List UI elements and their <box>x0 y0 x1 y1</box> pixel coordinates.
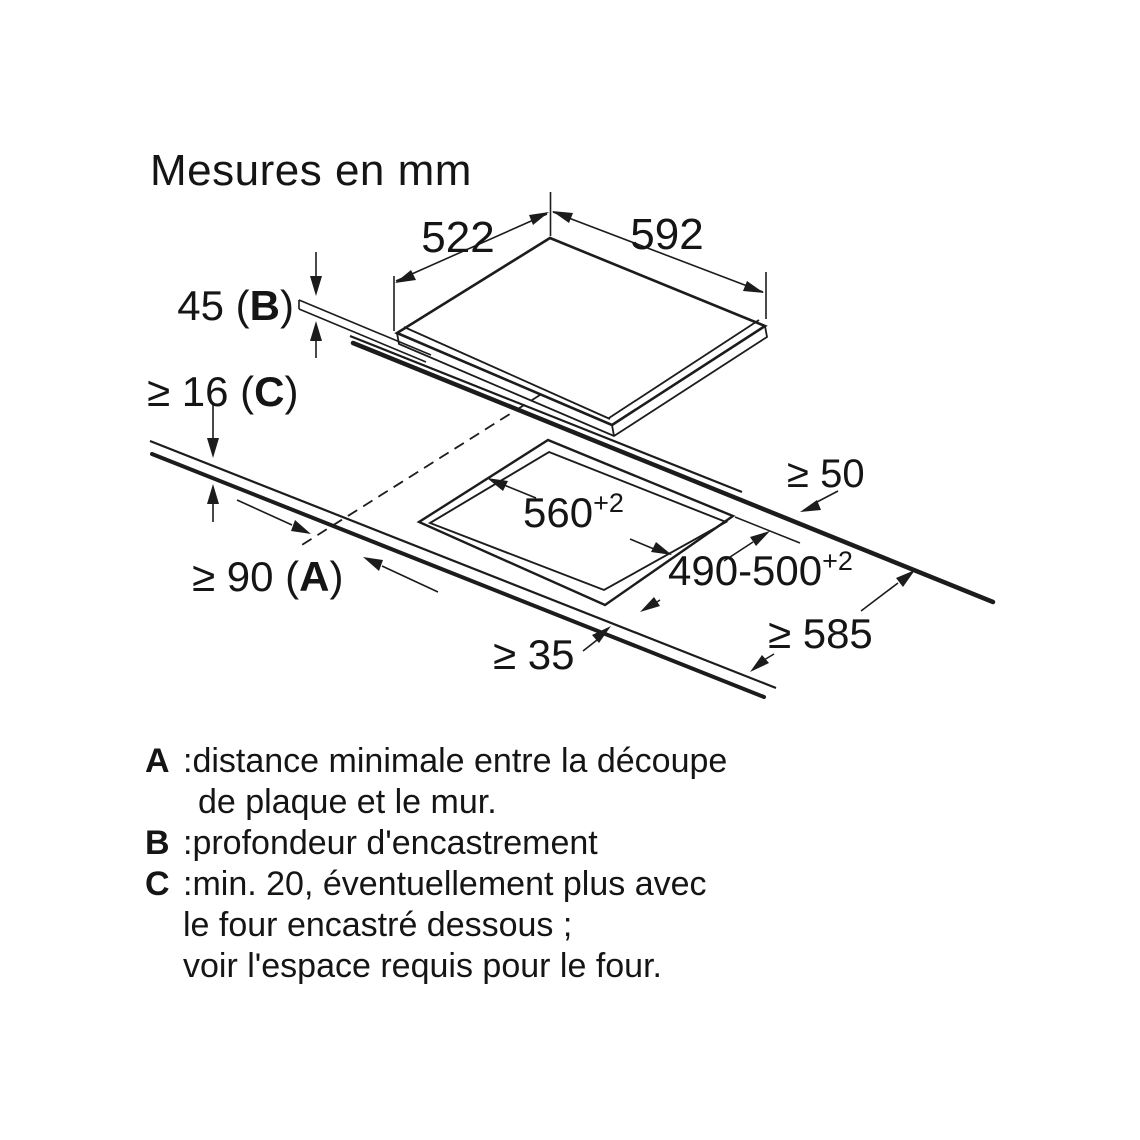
legend-letter-C: C <box>145 865 170 903</box>
dim-490-500-label: $490-500^{+2}$ <box>668 546 853 594</box>
dim-50 <box>787 452 865 512</box>
dim-45B-label: 45 (B) <box>177 282 294 329</box>
legend-text-C-line1: :min. 20, éventuellement plus avec <box>183 865 707 903</box>
legend-item-A <box>145 741 727 823</box>
legend-text-C-line3: voir l'espace requis pour le four. <box>183 947 662 985</box>
projection-dashed-line <box>297 395 540 548</box>
dim-522 <box>394 192 551 331</box>
legend-text-A-line1: :distance minimale entre la découpe <box>183 742 728 780</box>
dim-50-label: ≥ 50 <box>787 452 865 496</box>
hob <box>397 238 767 436</box>
legend-text-A-line2: de plaque et le mur. <box>198 783 497 821</box>
legend-text-B-line1: :profondeur d'encastrement <box>183 824 598 862</box>
hob-top-face <box>397 238 765 425</box>
dim-490-500 <box>640 531 853 612</box>
dim-16C-label: ≥ 16 (C) <box>147 368 299 415</box>
page-title: Mesures en mm <box>150 146 472 195</box>
legend-letter-A: A <box>145 742 170 780</box>
dim-90A-label: ≥ 90 (A) <box>192 553 344 600</box>
dim-592 <box>552 210 766 319</box>
dim-35-label: ≥ 35 <box>493 631 575 678</box>
hob-bevel-right <box>609 320 759 418</box>
dim-35 <box>493 626 611 678</box>
dim-522-label: 522 <box>421 213 495 262</box>
legend-item-C <box>145 864 727 987</box>
legend-item-B <box>145 823 727 864</box>
dim-560-label: $560^{+2}$ <box>523 488 624 536</box>
dim-45B <box>177 252 431 362</box>
dim-16C <box>147 368 298 522</box>
legend-text-C-line2: le four encastré dessous ; <box>183 906 573 944</box>
dim-585-label: ≥ 585 <box>768 610 873 657</box>
legend <box>145 741 727 987</box>
dim-90A <box>192 500 438 600</box>
legend-letter-B: B <box>145 824 170 862</box>
dim-592-label: 592 <box>630 210 704 259</box>
